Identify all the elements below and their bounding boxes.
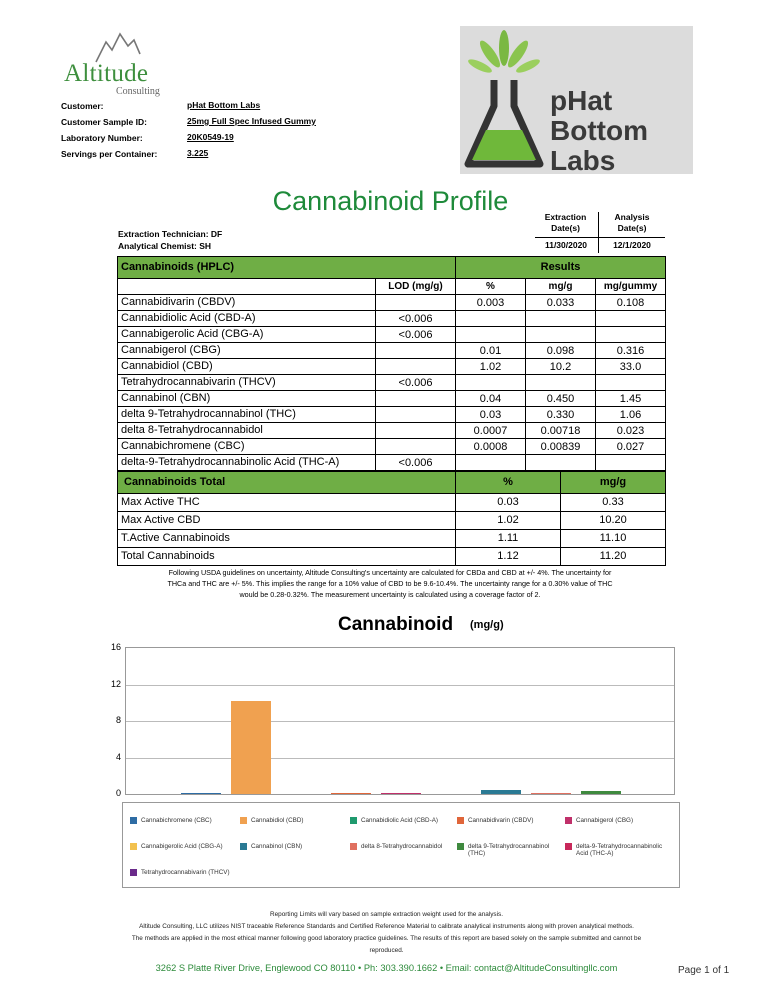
gridline	[126, 758, 674, 759]
row-lod: <0.006	[376, 375, 456, 391]
subheader-blank	[118, 279, 376, 295]
row-mgg: 0.00718	[526, 423, 596, 439]
row-lod	[376, 343, 456, 359]
row-lod	[376, 423, 456, 439]
legend-label: Cannabidiol (CBD)	[251, 817, 304, 824]
row-pct	[456, 327, 526, 343]
info-label: Servings per Container:	[61, 149, 158, 159]
gridline	[126, 721, 674, 722]
uncertainty-line-3: would be 0.28-0.32%. The measurement uncertainty is calculated using a coverage factor of 2.	[239, 590, 541, 599]
uncertainty-note	[100, 567, 680, 600]
info-value: 3.225	[187, 148, 209, 158]
row-mgg: 0.330	[526, 407, 596, 423]
table-subheader	[118, 279, 666, 295]
table-header	[118, 257, 666, 279]
table-row	[118, 311, 666, 327]
totals-header	[118, 472, 666, 494]
analysis-date-header	[599, 212, 665, 234]
totals-pct: 1.02	[456, 512, 561, 530]
totals-pct: 1.12	[456, 548, 561, 566]
header-cannabinoids: Cannabinoids (HPLC)	[118, 257, 456, 279]
row-mggummy: 0.108	[596, 295, 666, 311]
info-row-lab-number	[61, 132, 361, 149]
totals-name: Max Active THC	[118, 494, 456, 512]
legend-swatch	[350, 817, 357, 824]
row-mggummy	[596, 455, 666, 471]
row-mggummy: 1.06	[596, 407, 666, 423]
legend-label: delta 9-Tetrahydrocannabinol (THC)	[468, 843, 550, 857]
row-mggummy: 1.45	[596, 391, 666, 407]
row-mggummy: 33.0	[596, 359, 666, 375]
legend-label: Cannabigerol (CBG)	[576, 817, 634, 824]
bar	[381, 793, 421, 795]
row-mgg: 0.450	[526, 391, 596, 407]
row-lod: <0.006	[376, 327, 456, 343]
bar	[481, 790, 521, 794]
row-pct	[456, 455, 526, 471]
row-name: Cannabigerolic Acid (CBG-A)	[118, 327, 376, 343]
legend-label: Tetrahydrocannabivarin (THCV)	[141, 869, 230, 876]
chart-unit: (mg/g)	[470, 619, 504, 631]
legend-swatch	[130, 817, 137, 824]
totals-mgg: 0.33	[561, 494, 666, 512]
row-name: Tetrahydrocannabivarin (THCV)	[118, 375, 376, 391]
row-name: Cannabidivarin (CBDV)	[118, 295, 376, 311]
footer-line-1: Reporting Limits will vary based on sample extraction weight used for the analysis.	[269, 911, 503, 918]
gridline	[126, 685, 674, 686]
legend-label: Cannabinol (CBN)	[251, 843, 303, 850]
row-pct: 0.04	[456, 391, 526, 407]
row-lod	[376, 295, 456, 311]
bar	[231, 701, 271, 794]
totals-mgg: 10.20	[561, 512, 666, 530]
bar	[531, 793, 571, 795]
totals-name: Total Cannabinoids	[118, 548, 456, 566]
row-mggummy	[596, 311, 666, 327]
y-tick-label: 16	[110, 642, 121, 652]
altitude-logo	[60, 28, 164, 100]
row-pct: 0.03	[456, 407, 526, 423]
legend-label: Cannabidivarin (CBDV)	[468, 817, 534, 824]
totals-name: T.Active Cannabinoids	[118, 530, 456, 548]
table-row	[118, 455, 666, 471]
row-mggummy: 0.027	[596, 439, 666, 455]
row-lod: <0.006	[376, 455, 456, 471]
bar	[581, 791, 621, 794]
uncertainty-line-2: THCa and THC are +/- 5%. This implies the range for a 10% value of CBD to be 9.6-10.4%. The uncertainty range for a 0.30% value of THC	[167, 579, 613, 588]
totals-pct: 0.03	[456, 494, 561, 512]
bar	[331, 793, 371, 795]
legend-swatch	[565, 843, 572, 850]
legend-label: delta 8-Tetrahydrocannabidol	[361, 843, 443, 850]
analysis-date: 12/1/2020	[613, 240, 651, 250]
legend-swatch	[240, 843, 247, 850]
totals-header-mgg: mg/g	[561, 472, 666, 494]
table-row	[118, 359, 666, 375]
row-name: delta-9-Tetrahydrocannabinolic Acid (THC-A)	[118, 455, 376, 471]
totals-row	[118, 548, 666, 566]
info-value: 25mg Full Spec Infused Gummy	[187, 116, 316, 126]
totals-name: Max Active CBD	[118, 512, 456, 530]
legend-label: Cannabichromene (CBC)	[141, 817, 212, 824]
row-pct	[456, 311, 526, 327]
analysis-header-line-1: Analysis	[614, 212, 650, 222]
info-label: Laboratory Number:	[61, 133, 143, 143]
analytical-chemist: Analytical Chemist: SH	[118, 241, 212, 251]
row-pct: 0.0008	[456, 439, 526, 455]
legend-swatch	[457, 817, 464, 824]
info-row-sample-id	[61, 116, 361, 133]
footer-line-4: reproduced.	[369, 947, 404, 954]
table-row	[118, 407, 666, 423]
totals-mgg: 11.10	[561, 530, 666, 548]
row-mgg	[526, 455, 596, 471]
legend-swatch	[130, 843, 137, 850]
row-lod	[376, 439, 456, 455]
phat-logo-line-1: pHat	[550, 85, 613, 116]
row-mggummy	[596, 327, 666, 343]
extraction-technician: Extraction Technician: DF	[118, 229, 223, 239]
col-mgg: mg/g	[526, 279, 596, 295]
info-row-servings	[61, 148, 361, 165]
phat-logo-line-3: Labs	[550, 145, 616, 176]
extraction-header-line-1: Extraction	[544, 212, 587, 222]
row-name: Cannabinol (CBN)	[118, 391, 376, 407]
legend-label: Cannabigerolic Acid (CBG-A)	[141, 843, 223, 850]
legend-swatch	[565, 817, 572, 824]
page-number: Page 1 of 1	[678, 965, 730, 976]
table-row	[118, 423, 666, 439]
dates-box	[533, 212, 665, 254]
totals-rows	[118, 494, 666, 566]
uncertainty-line-1: Following USDA guidelines on uncertainty, Altitude Consulting's uncertainty are calculated for CBDa and CBD at +/- 4%. The uncertainty for	[168, 568, 612, 577]
table-rows	[118, 295, 666, 471]
totals-pct: 1.11	[456, 530, 561, 548]
col-pct: %	[456, 279, 526, 295]
y-tick-label: 4	[115, 751, 121, 762]
bar	[181, 793, 221, 795]
row-name: Cannabigerol (CBG)	[118, 343, 376, 359]
totals-table	[117, 471, 666, 566]
info-row-customer	[61, 100, 361, 117]
info-value: pHat Bottom Labs	[187, 100, 261, 110]
altitude-logo-sub: Consulting	[116, 86, 160, 97]
phat-bottom-labs-logo	[460, 26, 693, 174]
totals-row	[118, 494, 666, 512]
legend-swatch	[240, 817, 247, 824]
row-name: Cannabidiol (CBD)	[118, 359, 376, 375]
row-pct: 0.0007	[456, 423, 526, 439]
extraction-header-line-2: Date(s)	[551, 223, 580, 233]
info-value: 20K0549-19	[187, 132, 234, 142]
footer-address: 3262 S Platte River Drive, Englewood CO 80110 • Ph: 303.390.1662 • Email: contact@AltitudeConsultingllc.com	[155, 963, 618, 973]
row-mgg: 0.033	[526, 295, 596, 311]
row-mgg	[526, 311, 596, 327]
table-row	[118, 439, 666, 455]
row-mggummy: 0.316	[596, 343, 666, 359]
legend-swatch	[130, 869, 137, 876]
row-name: Cannabichromene (CBC)	[118, 439, 376, 455]
row-mgg	[526, 327, 596, 343]
row-mggummy	[596, 375, 666, 391]
row-mgg	[526, 375, 596, 391]
extraction-date: 11/30/2020	[544, 240, 588, 250]
table-row	[118, 343, 666, 359]
row-mgg: 0.00839	[526, 439, 596, 455]
row-lod: <0.006	[376, 311, 456, 327]
footer-line-3: The methods are applied in the most ethical manner following good laboratory practice guidelines. The results of this report are based solely on the sample submitted and cannot be	[131, 935, 642, 942]
row-name: delta 8-Tetrahydrocannabidol	[118, 423, 376, 439]
legend-swatch	[457, 843, 464, 850]
totals-header-label: Cannabinoids Total	[118, 472, 456, 494]
chart-plot-area	[125, 647, 675, 795]
table-row	[118, 327, 666, 343]
results-table	[117, 256, 666, 471]
row-pct: 1.02	[456, 359, 526, 375]
y-tick-label: 0	[115, 788, 121, 798]
dates-divider	[535, 237, 665, 238]
totals-row	[118, 530, 666, 548]
totals-mgg: 11.20	[561, 548, 666, 566]
row-lod	[376, 407, 456, 423]
analysis-header-line-2: Date(s)	[617, 223, 647, 233]
legend-label: delta-9-Tetrahydrocannabinolic Acid (THC-A)	[576, 843, 663, 857]
row-pct: 0.01	[456, 343, 526, 359]
col-mggummy: mg/gummy	[596, 279, 666, 295]
col-lod: LOD (mg/g)	[376, 279, 456, 295]
info-label: Customer Sample ID:	[61, 117, 147, 127]
legend-swatch	[350, 843, 357, 850]
altitude-logo-name: Altitude	[64, 60, 149, 87]
totals-header-pct: %	[456, 472, 561, 494]
row-mgg: 0.098	[526, 343, 596, 359]
row-mgg: 10.2	[526, 359, 596, 375]
footer-line-2: Altitude Consulting, LLC utilizes NIST traceable Reference Standards and Certified Reference Material to calibrate analytical instruments along with proven analytical methods.	[139, 923, 634, 930]
page-title-text: Cannabinoid Profile	[272, 186, 509, 216]
legend-label: Cannabidiolic Acid (CBD-A)	[361, 817, 438, 824]
row-pct	[456, 375, 526, 391]
table-row	[118, 295, 666, 311]
totals-row	[118, 512, 666, 530]
table-row	[118, 391, 666, 407]
y-tick-label: 8	[115, 715, 121, 725]
chart-title: Cannabinoid	[338, 614, 454, 635]
table-row	[118, 375, 666, 391]
row-pct: 0.003	[456, 295, 526, 311]
row-lod	[376, 359, 456, 375]
header-results: Results	[456, 257, 666, 279]
chart-legend	[122, 802, 680, 888]
row-name: delta 9-Tetrahydrocannabinol (THC)	[118, 407, 376, 423]
y-tick-label: 12	[110, 678, 121, 689]
phat-logo-line-2: Bottom	[550, 115, 648, 146]
info-label: Customer:	[61, 101, 104, 111]
row-name: Cannabidiolic Acid (CBD-A)	[118, 311, 376, 327]
row-mggummy: 0.023	[596, 423, 666, 439]
row-lod	[376, 391, 456, 407]
